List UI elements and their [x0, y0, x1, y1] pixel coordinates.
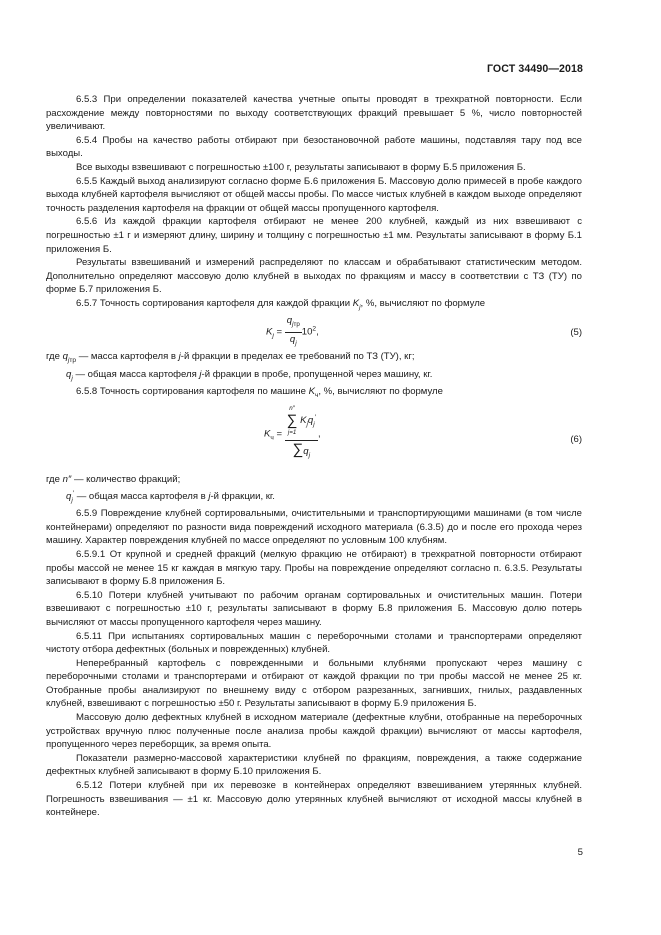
paragraph-6-5-11-sampling: Неперебранный картофель с поврежденными и больными клубнями пропускают через машину с переборочными столами и транспортерами и отбирают от каждой фракции по три пробы массой не менее 25 кг. Отобранные пробы анализируют по внешнему виду с отбором разрезанных, загнивших, гнилых, раздавленных клубней, взвешивают с погрешностью ±50 г. Результаты записывают в форму Б.9 приложения Б. [46, 657, 582, 710]
formula-5-fraction: $\frac{q_{jтр}}{q_j}$ [286, 315, 300, 347]
paragraph-6-5-8: 6.5.8 Точность сортирования картофеля по машине $K_ч$, %, вычисляют по формуле [76, 386, 443, 400]
formula-6-number: (6) [570, 433, 582, 445]
document-code: ГОСТ 34490—2018 [486, 63, 583, 75]
paragraph-6-5-10: 6.5.10 Потери клубней учитывают по рабочим органам сортировальных и очистительных машин. Потери взвешивают с погрешностью ±10 г, результаты записывают в форму Б.8 приложения Б. Массовую долю потерь вычисляют от массы пропущенного картофеля через машину. [46, 589, 582, 628]
paragraph-6-5-4-weighing: Все выходы взвешивают с погрешностью ±100 г, результаты записывают в форму Б.5 приложения Б. [76, 161, 526, 173]
paragraph-6-5-12: 6.5.12 Потери клубней при их перевозке в контейнерах определяют взвешиванием утерянных клубней. Погрешность взвешивания — ±1 кг. Массовую долю утерянных клубней вычисляют от исходной массы клубней в контейнере. [46, 780, 582, 819]
paragraph-6-5-7: 6.5.7 Точность сортирования картофеля для каждой фракции $K_j$, %, вычисляют по формуле [76, 297, 486, 311]
formula-6-fraction: n″ ∑ j=1 $K_jq_j'$ $\sum q_j$ [286, 404, 316, 459]
formula-6: $K_ч$ = n″ ∑ j=1 $K_jq_j'$ $\sum q_j$ , (6) [46, 403, 582, 473]
paragraph-6-5-4: 6.5.4 Пробы на качество работы отбирают при безостановочной работе машины, подставляя тару под все выходы. [46, 134, 582, 160]
paragraph-6-5-11-records: Показатели размерно-массовой характеристики клубней по фракциям, повреждения, а также содержание дефектных клубней записывают в форму Б.10 приложения Б. [46, 752, 582, 778]
paragraph-6-5-9-1: 6.5.9.1 От крупной и средней фракций (мелкую фракцию не отбирают) в трехкратной повторности отбирают пробы массой не менее 15 кг каждая в мягкую тару. Пробы на повреждение определяют согласно п. 6.3.5. Результаты записывают в форму Б.8 приложения Б. [46, 548, 582, 588]
paragraph-6-5-11-defects: Массовую долю дефектных клубней в исходном материале (дефектные клубни, отобранные на переборочных устройствах вручную плюс полученные после анализа пробы каждой фракции) вычисляют от массы картофеля, пропущенного через переборщик, за время опыта. [46, 712, 582, 751]
where-clause-n: где n″ — количество фракций; [46, 473, 181, 485]
page-number: 5 [577, 847, 583, 858]
formula-5: $K_j$ = $\frac{q_{jтр}}{q_j}$ $10^2$, (5) [46, 314, 582, 350]
where-clause-q-jtr: где $q_{jтр}$ — масса картофеля в j-й фракции в пределах ее требований по ТЗ (ТУ), кг; [46, 351, 415, 365]
formula-5-number: (5) [570, 327, 582, 339]
paragraph-6-5-3: 6.5.3 При определении показателей качества учетные опыты проводят в трехкратной повторности. Если расхождение между повторностями по выходу соответствующих фракций превышает 5 %, число повторностей увеличивают. [46, 94, 582, 133]
paragraph-6-5-6-results: Результаты взвешиваний и измерений распределяют по классам и обрабатывают статистическим методом. Дополнительно определяют массовую долю клубней в выходах по фракциям и массу в соответствии с ТЗ (ТУ) по форме Б.7 приложения Б. [46, 257, 582, 296]
where-clause-q-j-prime: $q_j'$ — общая масса картофеля в j-й фракции, кг. [66, 489, 275, 504]
paragraph-6-5-9: 6.5.9 Повреждение клубней сортировальными, очистительными и транспортирующими машинами (в том числе контейнерами) определяют по разности вида повреждений исходного материала (6.3.5) до и после его прохода через машину. Характер повреждения клубней по массе определяют по условным 100 клубням. [46, 508, 582, 547]
where-clause-q-j: $q_j$ — общая масса картофеля j-й фракции в пробе, пропущенной через машину, кг. [66, 368, 433, 382]
paragraph-6-5-6: 6.5.6 Из каждой фракции картофеля отбирают не менее 200 клубней, каждый из них взвешивают с погрешностью ±1 г и измеряют длину, ширину и толщину с погрешностью ±1 мм. Результаты записывают в форму Б.1 приложения Б. [46, 216, 582, 255]
paragraph-6-5-5: 6.5.5 Каждый выход анализируют согласно форме Б.6 приложения Б. Массовую долю примесей в пробе каждого выхода клубней картофеля вычисляют от общей массы пробы. По массе чистых клубней в каждом выходе определяют точность разделения картофеля на фракции от общей массы пропущенного картофеля. [46, 175, 582, 214]
document-body [46, 93, 582, 820]
paragraph-6-5-11: 6.5.11 При испытаниях сортировальных машин с переборочными столами и транспортерами определяют чистоту отбора дефектных (больных и поврежденных) клубней. [46, 630, 582, 656]
